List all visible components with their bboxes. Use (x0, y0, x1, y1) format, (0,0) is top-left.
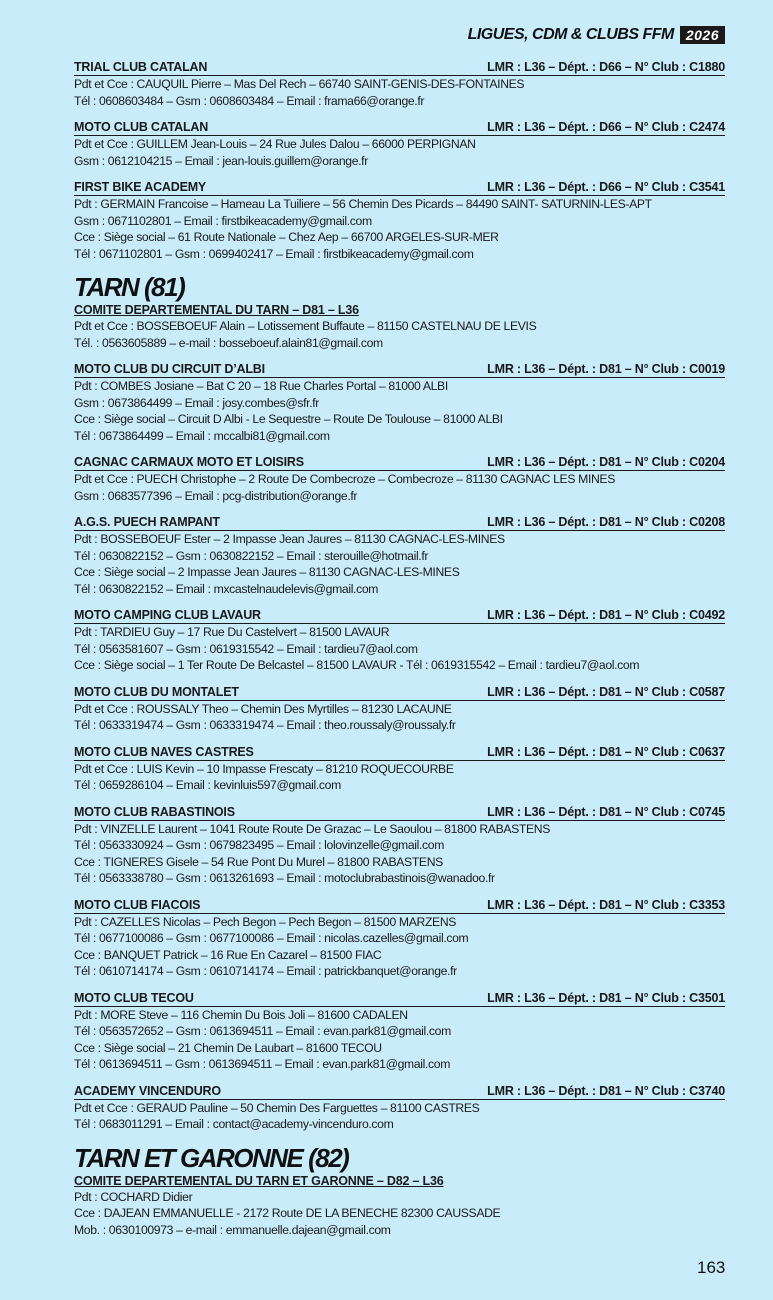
club-entry-header (74, 608, 725, 624)
club-contact-line: Cce : Siège social – 21 Chemin De Laubart – 81600 TECOU (74, 1040, 382, 1055)
club-name: A.G.S. PUECH RAMPANT (74, 515, 220, 529)
club-entry-header (74, 805, 725, 821)
committee-line: Tél. : 0563605889 – e-mail : bosseboeuf.alain81@gmail.com (74, 335, 383, 350)
club-contact-line: Tél : 0671102801 – Gsm : 0699402417 – Email : firstbikeacademy@gmail.com (74, 246, 474, 261)
club-contact-line: Pdt : MORE Steve – 116 Chemin Du Bois Joli – 81600 CADALEN (74, 1007, 408, 1022)
club-name: MOTO CLUB DU CIRCUIT D’ALBI (74, 362, 265, 376)
club-contact-line: Tél : 0613694511 – Gsm : 0613694511 – Email : evan.park81@gmail.com (74, 1057, 450, 1071)
club-reference: LMR : L36 – Dépt. : D81 – N° Club : C3740 (487, 1083, 725, 1098)
club-name: MOTO CAMPING CLUB LAVAUR (74, 608, 261, 622)
club-contact-line: Tél : 0610714174 – Gsm : 0610714174 – Email : patrickbanquet@orange.fr (74, 964, 457, 978)
club-contact-line: Pdt : CAZELLES Nicolas – Pech Begon – Pech Begon – 81500 MARZENS (74, 914, 457, 929)
committee-line: Pdt et Cce : BOSSEBOEUF Alain – Lotissement Buffaute – 81150 CASTELNAU DE LEVIS (74, 319, 537, 333)
club-entry-header (74, 685, 725, 701)
club-entry (74, 898, 725, 980)
club-contact-line: Pdt et Cce : CAUQUIL Pierre – Mas Del Rech – 66740 SAINT-GENIS-DES-FONTAINES (74, 77, 525, 91)
club-contact-line: Cce : Siège social – 1 Ter Route De Belcastel – 81500 LAVAUR - Tél : 0619315542 – Email : tardieu7@aol.com (74, 658, 640, 672)
club-contact-line: Pdt : GERMAIN Francoise – Hameau La Tuiliere – 56 Chemin Des Picards – 84490 SAINT- SATURNIN-LES-APT (74, 197, 652, 211)
committee-line: Cce : DAJEAN EMMANUELLE - 2172 Route DE LA BENECHE 82300 CAUSSADE (74, 1206, 501, 1220)
club-reference: LMR : L36 – Dépt. : D81 – N° Club : C0492 (487, 608, 725, 622)
club-contact-line: Pdt et Cce : LUIS Kevin – 10 Impasse Frescaty – 81210 ROQUECOURBE (74, 761, 454, 776)
club-contact-line: Tél : 0630822152 – Email : mxcastelnaudelevis@gmail.com (74, 581, 379, 596)
club-contact-line: Cce : Siège social – Circuit D Albi - Le Sequestre – Route De Toulouse – 81000 ALBI (74, 412, 503, 426)
page-header (468, 26, 725, 44)
club-contact-line: Pdt : BOSSEBOEUF Ester – 2 Impasse Jean Jaures – 81130 CAGNAC-LES-MINES (74, 532, 505, 546)
club-name: TRIAL CLUB CATALAN (74, 60, 208, 74)
club-entry-header (74, 362, 725, 378)
club-entry-header (74, 745, 725, 761)
club-reference: LMR : L36 – Dépt. : D81 – N° Club : C3501 (487, 990, 725, 1005)
club-entry-header (74, 515, 725, 531)
club-contact-line: Tél : 0563581607 – Gsm : 0619315542 – Email : tardieu7@aol.com (74, 641, 418, 656)
club-entry-header (74, 898, 725, 914)
club-contact-line: Pdt et Cce : GUILLEM Jean-Louis – 24 Rue Jules Dalou – 66000 PERPIGNAN (74, 137, 476, 151)
page-number: 163 (697, 1258, 726, 1277)
committee-line: Mob. : 0630100973 – e-mail : emmanuelle.dajean@gmail.com (74, 1222, 391, 1237)
club-contact-line: Pdt : COMBES Josiane – Bat C 20 – 18 Rue Charles Portal – 81000 ALBI (74, 379, 448, 393)
club-name: MOTO CLUB FIACOIS (74, 897, 201, 912)
club-reference: LMR : L36 – Dépt. : D81 – N° Club : C0204 (487, 455, 725, 469)
top-entries (74, 60, 725, 262)
club-name: MOTO CLUB DU MONTALET (74, 684, 239, 699)
club-contact-line: Pdt et Cce : PUECH Christophe – 2 Route De Combecroze – Combecroze – 81130 CAGNAC LES MINES (74, 472, 615, 486)
club-contact-line: Cce : TIGNERES Gisele – 54 Rue Pont Du Murel – 81800 RABASTENS (74, 854, 443, 869)
club-name: FIRST BIKE ACADEMY (74, 180, 207, 194)
club-entry-header (74, 455, 725, 471)
club-reference: LMR : L36 – Dépt. : D81 – N° Club : C0587 (487, 684, 725, 699)
club-entry (74, 180, 725, 262)
club-entry (74, 805, 725, 887)
committee-line: Pdt : COCHARD Didier (74, 1189, 193, 1204)
club-reference: LMR : L36 – Dépt. : D66 – N° Club : C3541 (487, 180, 725, 194)
club-entry (74, 608, 725, 674)
club-entry-header (74, 60, 725, 76)
club-contact-line: Tél : 0563330924 – Gsm : 0679823495 – Email : lolovinzelle@gmail.com (74, 838, 444, 852)
club-reference: LMR : L36 – Dépt. : D81 – N° Club : C3353 (487, 897, 725, 912)
club-name: MOTO CLUB RABASTINOIS (74, 804, 235, 819)
club-name: ACADEMY VINCENDURO (74, 1083, 221, 1098)
section-title-tarn-garonne: TARN ET GARONNE (82) (74, 1142, 349, 1173)
club-contact-line: Cce : Siège social – 2 Impasse Jean Jaures – 81130 CAGNAC-LES-MINES (74, 565, 460, 579)
committee-tarn-garonne (74, 1174, 725, 1239)
club-contact-line: Tél : 0683011291 – Email : contact@academy-vincenduro.com (74, 1117, 394, 1131)
club-entry (74, 120, 725, 169)
club-reference: LMR : L36 – Dépt. : D81 – N° Club : C0019 (487, 362, 725, 376)
club-contact-line: Pdt et Cce : GERAUD Pauline – 50 Chemin Des Farguettes – 81100 CASTRES (74, 1100, 480, 1115)
club-contact-line: Cce : BANQUET Patrick – 16 Rue En Cazarel – 81500 FIAC (74, 947, 382, 962)
club-contact-line: Gsm : 0683577396 – Email : pcg-distribution@orange.fr (74, 488, 358, 503)
club-contact-line: Tél : 0630822152 – Gsm : 0630822152 – Email : sterouille@hotmail.fr (74, 548, 429, 563)
club-entry (74, 685, 725, 734)
club-contact-line: Cce : Siège social – 61 Route Nationale – Chez Aep – 66700 ARGELES-SUR-MER (74, 230, 499, 244)
club-name: CAGNAC CARMAUX MOTO ET LOISIRS (74, 455, 304, 469)
club-entry (74, 1084, 725, 1133)
club-contact-line: Pdt : VINZELLE Laurent – 1041 Route Route De Grazac – Le Saoulou – 81800 RABASTENS (74, 821, 551, 836)
committee-name: COMITE DEPARTEMENTAL DU TARN – D81 – L36 (74, 303, 359, 317)
club-entry (74, 991, 725, 1073)
club-contact-line: Tél : 0563572652 – Gsm : 0613694511 – Email : evan.park81@gmail.com (74, 1024, 451, 1038)
tarn-entries (74, 362, 725, 1133)
committee-tarn (74, 303, 725, 351)
directory-content (74, 60, 725, 1249)
club-name: MOTO CLUB NAVES CASTRES (74, 744, 254, 759)
club-contact-line: Gsm : 0671102801 – Email : firstbikeacademy@gmail.com (74, 213, 372, 228)
section-title-tarn: TARN (81) (74, 272, 185, 302)
committee-name: COMITE DEPARTEMENTAL DU TARN ET GARONNE – D82 – L36 (74, 1173, 444, 1188)
club-entry (74, 745, 725, 794)
club-entry-header (74, 1084, 725, 1100)
club-contact-line: Tél : 0633319474 – Gsm : 0633319474 – Email : theo.roussaly@roussaly.fr (74, 718, 456, 732)
club-contact-line: Pdt et Cce : ROUSSALY Theo – Chemin Des Myrtilles – 81230 LACAUNE (74, 701, 452, 716)
club-entry-header (74, 120, 725, 136)
club-contact-line: Gsm : 0612104215 – Email : jean-louis.guillem@orange.fr (74, 153, 368, 168)
club-contact-line: Tél : 0659286104 – Email : kevinluis597@gmail.com (74, 778, 341, 792)
club-contact-line: Gsm : 0673864499 – Email : josy.combes@sfr.fr (74, 395, 319, 410)
club-entry-header (74, 991, 725, 1007)
club-entry (74, 60, 725, 109)
club-entry-header (74, 180, 725, 196)
header-title: LIGUES, CDM & CLUBS FFM (467, 26, 674, 43)
club-name: MOTO CLUB TECOU (74, 990, 194, 1005)
club-name: MOTO CLUB CATALAN (74, 120, 209, 134)
club-reference: LMR : L36 – Dépt. : D66 – N° Club : C1880 (487, 60, 725, 74)
club-entry (74, 362, 725, 444)
club-reference: LMR : L36 – Dépt. : D81 – N° Club : C0745 (487, 804, 725, 819)
club-contact-line: Tél : 0673864499 – Email : mccalbi81@gmail.com (74, 428, 330, 443)
club-entry (74, 515, 725, 597)
club-contact-line: Tél : 0608603484 – Gsm : 0608603484 – Email : frama66@orange.fr (74, 93, 425, 108)
club-contact-line: Tél : 0677100086 – Gsm : 0677100086 – Email : nicolas.cazelles@gmail.com (74, 931, 469, 945)
club-contact-line: Tél : 0563338780 – Gsm : 0613261693 – Email : motoclubrabastinois@wanadoo.fr (74, 871, 495, 885)
club-reference: LMR : L36 – Dépt. : D81 – N° Club : C0208 (487, 515, 725, 529)
header-year-badge: 2026 (680, 26, 725, 44)
club-reference: LMR : L36 – Dépt. : D66 – N° Club : C2474 (487, 120, 725, 134)
club-contact-line: Pdt : TARDIEU Guy – 17 Rue Du Castelvert – 81500 LAVAUR (74, 625, 390, 639)
club-entry (74, 455, 725, 504)
club-reference: LMR : L36 – Dépt. : D81 – N° Club : C0637 (487, 744, 725, 759)
